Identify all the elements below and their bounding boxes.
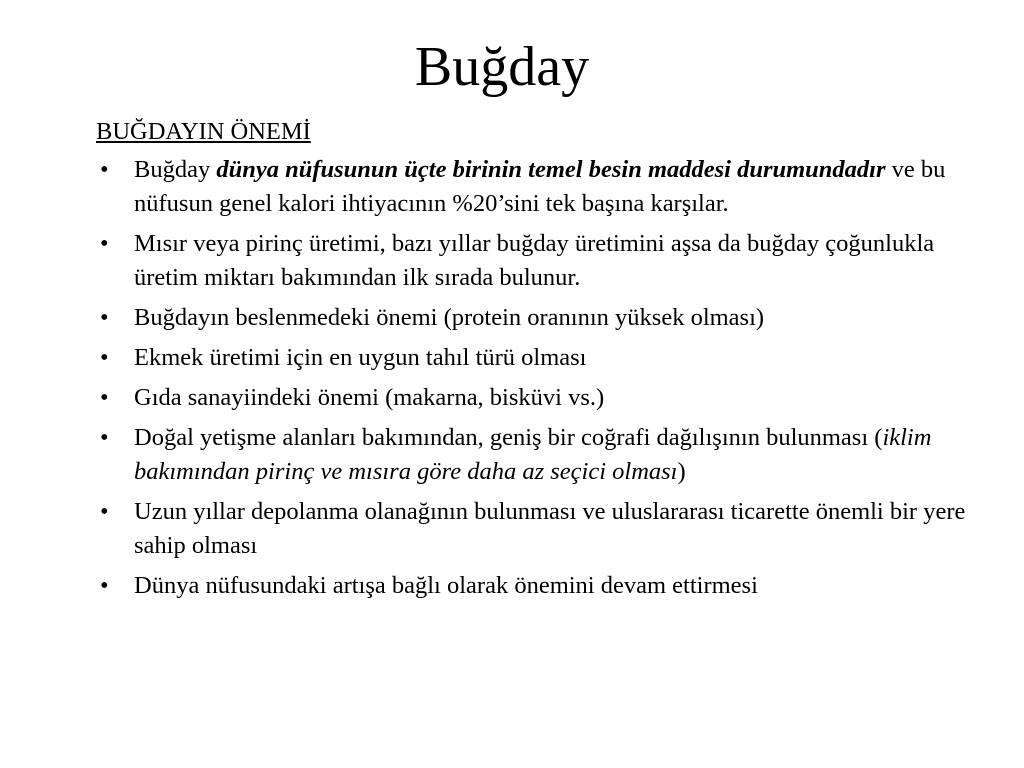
bullet-item bbox=[96, 495, 976, 563]
bullet-text: Mısır veya pirinç üretimi, bazı yıllar buğday üretimini aşsa da buğday çoğunlukla üretim miktarı bakımından ilk sırada bulunur. bbox=[134, 230, 935, 291]
bullet-item bbox=[96, 301, 976, 335]
bullet-text-post: ve bu nüfusun genel kalori ihtiyacının %20’sini tek başına karşılar. bbox=[134, 156, 946, 217]
bullet-icon: • bbox=[100, 498, 109, 525]
slide-title: Buğday bbox=[414, 36, 590, 98]
bullet-text-italic: iklim bakımından pirinç ve mısıra göre daha az seçici olması bbox=[134, 424, 932, 485]
bullet-text-pre: Doğal yetişme alanları bakımından, geniş bir coğrafi dağılışının bulunması ( bbox=[134, 424, 883, 451]
bullet-text: Dünya nüfusundaki artışa bağlı olarak önemini devam ettirmesi bbox=[134, 572, 758, 599]
bullet-text: Buğdayın beslenmedeki önemi (protein oranının yüksek olması) bbox=[134, 304, 765, 331]
bullet-icon: • bbox=[100, 344, 109, 371]
bullet-text: Gıda sanayiindeki önemi (makarna, bisküvi vs.) bbox=[134, 384, 605, 411]
bullet-text-emphasis: dünya nüfusunun üçte birinin temel besin maddesi durumundadır bbox=[216, 156, 886, 183]
bullet-item bbox=[96, 569, 976, 603]
section-heading: BUĞDAYIN ÖNEMİ bbox=[96, 118, 311, 145]
bullet-text-pre: Buğday bbox=[134, 156, 217, 183]
bullet-text: Ekmek üretimi için en uygun tahıl türü olması bbox=[134, 344, 587, 371]
bullet-item bbox=[96, 341, 976, 375]
bullet-list bbox=[96, 153, 976, 603]
bullet-text-post: ) bbox=[677, 458, 686, 485]
bullet-item bbox=[96, 381, 976, 415]
bullet-icon: • bbox=[100, 384, 109, 411]
bullet-icon: • bbox=[100, 572, 109, 599]
bullet-item bbox=[96, 421, 976, 489]
bullet-icon: • bbox=[100, 156, 109, 183]
bullet-icon: • bbox=[100, 230, 109, 257]
bullet-icon: • bbox=[100, 304, 109, 331]
bullet-text: Uzun yıllar depolanma olanağının bulunması ve uluslararası ticarette önemli bir yere sahip olması bbox=[134, 498, 966, 559]
bullet-icon: • bbox=[100, 424, 109, 451]
bullet-item bbox=[96, 227, 976, 295]
slide-content bbox=[96, 115, 976, 609]
bullet-item bbox=[96, 153, 976, 221]
